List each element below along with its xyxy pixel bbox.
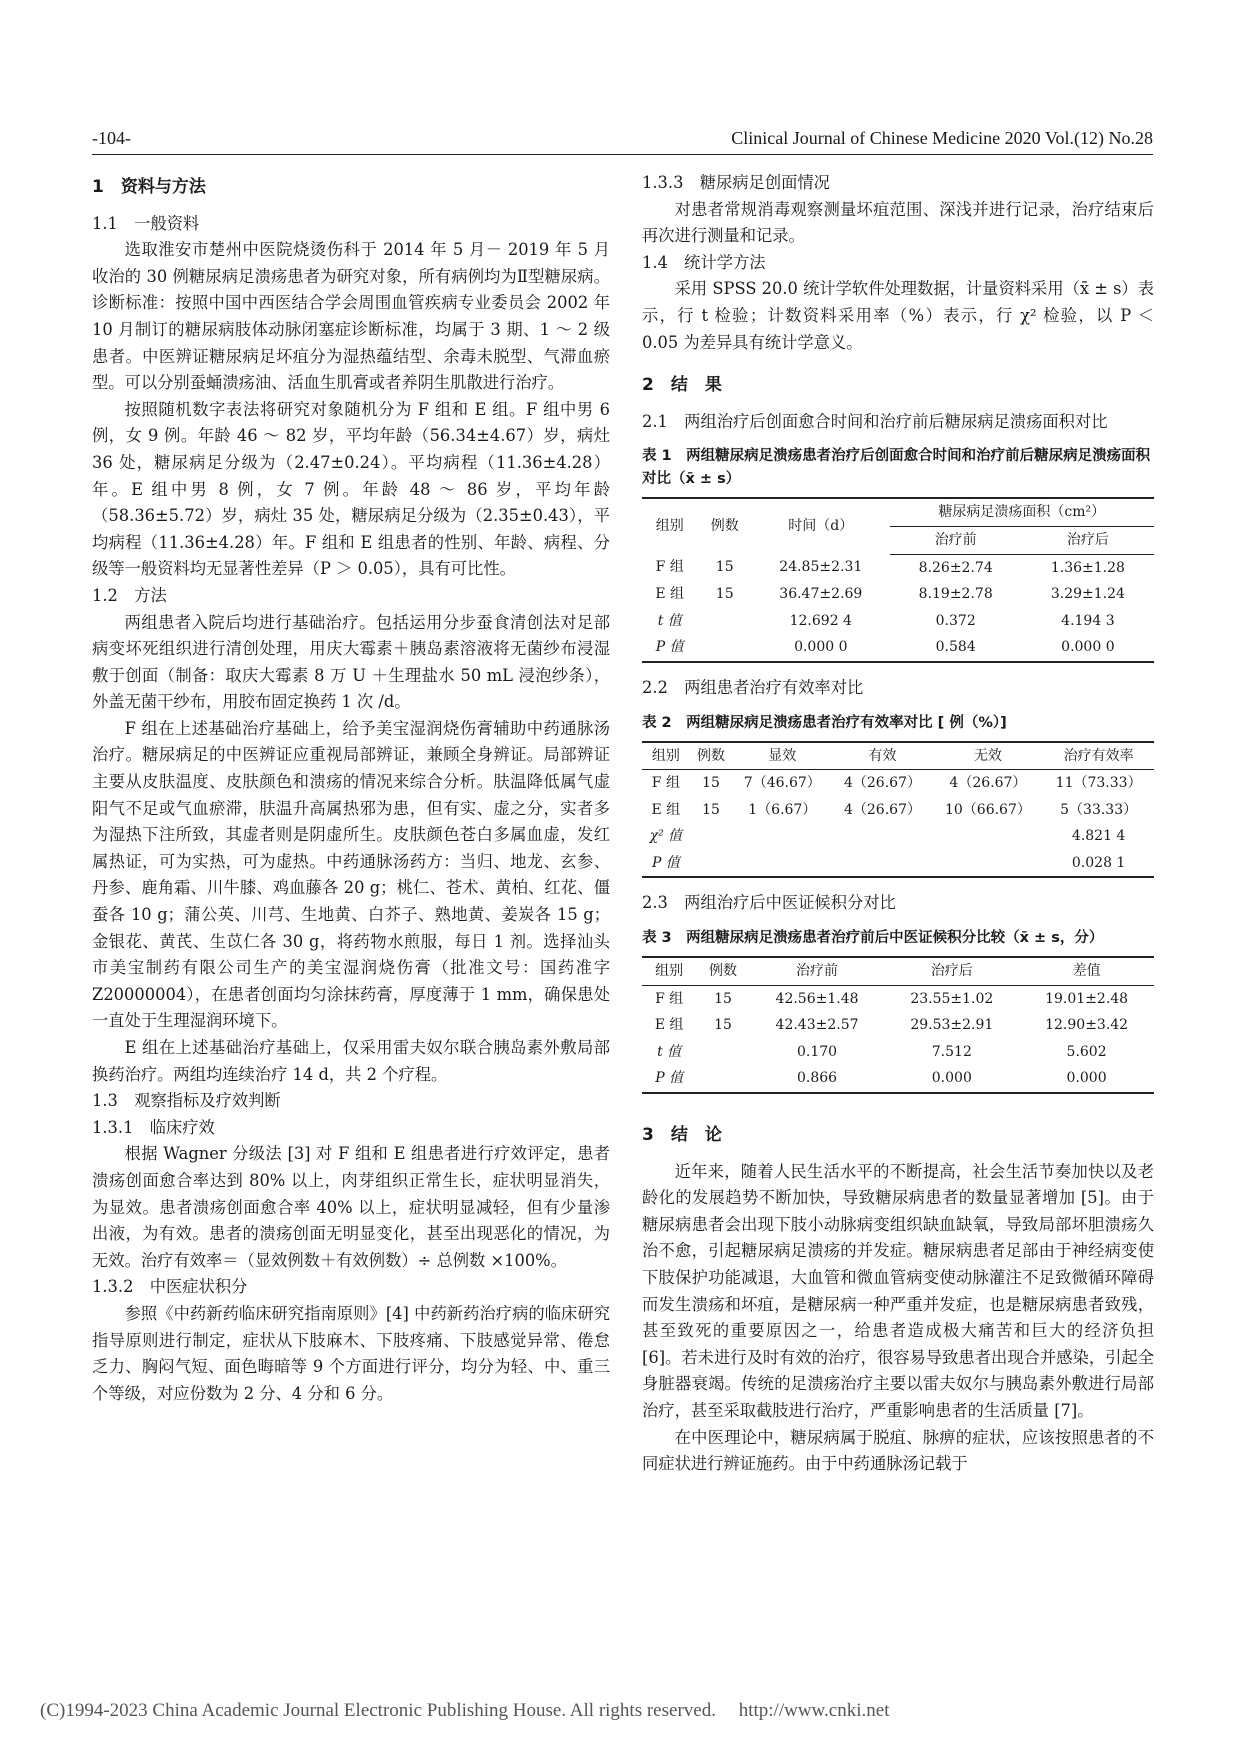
table-cell: P 值 (642, 1065, 696, 1093)
table-header: 例数 (697, 498, 751, 554)
table-1 (642, 497, 1154, 663)
table-cell: 29.53±2.91 (910, 1017, 994, 1034)
subsection-heading: 2.1 两组治疗后创面愈合时间和治疗前后糖尿病足溃疡面积对比 (642, 411, 1108, 431)
table-cell: 0.000 0 (1022, 634, 1154, 662)
table-3 (642, 956, 1154, 1094)
table-cell: F 组 (655, 990, 684, 1007)
paragraph: 在中医理论中，糖尿病属于脱疽、脉痹的症状，应该按照患者的不同症状进行辨证施药。由于中药通脉汤记载于 (642, 1427, 1154, 1474)
table-row (642, 581, 1154, 608)
table-2 (642, 741, 1154, 879)
table-header: 时间（d） (752, 498, 890, 554)
table-header: 组别 (642, 742, 690, 770)
table-cell (697, 608, 751, 635)
table-cell: 4.194 3 (1061, 612, 1115, 629)
table-cell: 4（26.67） (949, 775, 1027, 792)
table-header: 治疗有效率 (1043, 742, 1154, 770)
section-heading: 1 资料与方法 (92, 177, 206, 197)
table-cell: 8.26±2.74 (918, 559, 993, 576)
table-cell: 19.01±2.48 (1045, 990, 1129, 1007)
cnki-link[interactable]: http://www.cnki.net (738, 1700, 890, 1721)
table-header: 治疗前 (890, 526, 1022, 554)
journal-title: Clinical Journal of Chinese Medicine 2020 Vol.(12) No.28 (731, 128, 1153, 148)
table-row (642, 608, 1154, 635)
table-2-caption: 表 2 两组糖尿病足溃疡患者治疗有效率对比 [ 例（%）] (642, 714, 1007, 731)
table-3-caption: 表 3 两组糖尿病足溃疡患者治疗前后中医证候积分比较（x̄ ± s，分） (642, 930, 1104, 947)
table-header: 显效 (732, 742, 832, 770)
table-cell: 15 (715, 586, 734, 603)
subsection-heading: 1.3 观察指标及疗效判断 (92, 1091, 281, 1111)
table-row (642, 850, 1154, 878)
table-cell (732, 823, 832, 850)
table-header: 糖尿病足溃疡面积（cm²） (890, 498, 1154, 526)
table-header: 无效 (933, 742, 1044, 770)
table-cell: 12.90±3.42 (1045, 1017, 1129, 1034)
table-header: 差值 (1019, 957, 1154, 985)
subsection-heading: 1.3.2 中医症状积分 (92, 1277, 248, 1297)
table-cell: 0.000 (1019, 1065, 1154, 1093)
table-header: 治疗后 (1022, 526, 1154, 554)
table-cell: 42.56±1.48 (775, 990, 859, 1007)
table-cell (696, 1039, 749, 1066)
table-cell: 3.29±1.24 (1050, 586, 1125, 603)
table-cell: 36.47±2.69 (779, 586, 863, 603)
table-cell: E 组 (654, 1017, 684, 1034)
running-header (92, 128, 1153, 150)
table-cell (832, 823, 932, 850)
table-row (642, 1039, 1154, 1066)
table-cell: 0.028 1 (1043, 850, 1154, 878)
subsection-heading: 1.2 方法 (92, 585, 167, 605)
table-cell: 1（6.67） (748, 801, 817, 818)
table-cell: 4（26.67） (843, 801, 921, 818)
section-heading: 2 结 果 (642, 375, 722, 396)
paragraph: 按照随机数字表法将研究对象随机分为 F 组和 E 组。F 组中男 6 例，女 9 例。年龄 46 ～ 82 岁，平均年龄（56.34±4.67）岁，病灶 36 处，糖尿病足分级为（2.47±0.24）。平均病程（11.36±4.28）年。E 组中男 8 例，女 7 例。年龄 48 ～ 86 岁，平均年龄（58.36±5.72）岁，病灶 35 处，糖尿病足分级为（2.35±0.43），平均病程（11.36±4.28）年。F 组和 E 组患者的性别、年龄、病程、分级等一般资料均无显著性差异（P ＞ 0.05），具有可比性。 (92, 399, 610, 579)
table-cell: 0.170 (796, 1043, 838, 1060)
table-cell: E 组 (655, 586, 685, 603)
subsection-heading: 1.3.1 临床疗效 (92, 1117, 215, 1137)
copyright-text: (C)1994-2023 China Academic Journal Electronic Publishing House. All rights reserved. (40, 1700, 716, 1721)
table-cell: P 值 (642, 634, 697, 662)
table-row (642, 634, 1154, 662)
table-cell (933, 823, 1044, 850)
copyright-footer (40, 1700, 907, 1722)
table-cell: t 值 (657, 1043, 682, 1060)
table-row (642, 1012, 1154, 1039)
table-cell (832, 850, 932, 878)
table-cell: 7.512 (931, 1043, 972, 1060)
paragraph: 近年来，随着人民生活水平的不断提高，社会生活节奏加快以及老龄化的发展趋势不断加快，导致糖尿病患者的数量显著增加 [5]。由于糖尿病患者会出现下肢小动脉病变组织缺血缺氧，导致局部坏胆溃疡久治不愈，引起糖尿病足溃疡的并发症。糖尿病患者足部由于神经病变使下肢保护功能减退，大血管和微血管病变使动脉灌注不足致微循环障碍而发生溃疡和坏疽，是糖尿病一种严重并发症，也是糖尿病患者致残，甚至致死的重要原因之一，给患者造成极大痛苦和巨大的经济负担 [6]。若未进行及时有效的治疗，很容易导致患者出现合并感染，引起全身脏器衰竭。传统的足溃疡治疗主要以雷夫奴尔与胰岛素外敷进行局部治疗，甚至采取截肢进行治疗，严重影响患者的生活质量 [7]。 (642, 1161, 1154, 1420)
table-cell: 11（73.33） (1055, 775, 1142, 792)
paragraph: 两组患者入院后均进行基础治疗。包括运用分步蚕食清创法对足部病变坏死组织进行清创处理，用庆大霉素＋胰岛素溶液将无菌纱布浸湿敷于创面（制备：取庆大霉素 8 万 U ＋生理盐水 50 mL 浸泡纱条），外盖无菌干纱布，用胶布固定换药 1 次 /d。 (92, 612, 610, 712)
table-cell: P 值 (642, 850, 690, 878)
paragraph: 对患者常规消毒观察测量坏疽范围、深浅并进行记录，治疗结束后再次进行测量和记录。 (642, 199, 1154, 246)
table-cell: 4.821 4 (1071, 828, 1126, 845)
table-row (642, 823, 1154, 850)
header-rule (92, 154, 1153, 155)
table-cell: 10（66.67） (944, 801, 1031, 818)
table-cell: 24.85±2.31 (779, 559, 863, 576)
table-cell: t 值 (657, 612, 682, 629)
table-cell: 0.866 (750, 1065, 885, 1093)
table-cell: 0.000 (884, 1065, 1019, 1093)
paragraph: F 组在上述基础治疗基础上，给予美宝湿润烧伤膏辅助中药通脉汤治疗。糖尿病足的中医辨证应重视局部辨证，兼顾全身辨证。局部辨证主要从皮肤温度、皮肤颜色和溃疡的情况来综合分析。肤温降低属气虚阳气不足或气血瘀滞，肤温升高属热邪为患，但有实、虚之分，实者多为湿热下注所致，其虚者则是阴虚所生。皮肤颜色苍白多属血虚，发红属热证，可为实热，可为虚热。中药通脉汤药方：当归、地龙、玄参、丹参、鹿角霜、川牛膝、鸡血藤各 20 g；桃仁、苍术、黄柏、红花、僵蚕各 10 g；蒲公英、川芎、生地黄、白芥子、熟地黄、姜炭各 15 g；金银花、黄芪、生苡仁各 30 g，将药物水煎服，每日 1 剂。选择汕头市美宝制药有限公司生产的美宝湿润烧伤膏（批准文号：国药准字 Z20000004），在患者创面均匀涂抹药膏，厚度薄于 1 mm，确保患处一直处于生理湿润环境下。 (92, 718, 610, 1031)
table-cell: 15 (702, 801, 720, 818)
table-cell (933, 850, 1044, 878)
table-cell: 12.692 4 (789, 612, 852, 629)
table-header: 组别 (642, 498, 697, 554)
table-cell: 15 (714, 990, 732, 1007)
table-header: 治疗后 (884, 957, 1019, 985)
paragraph: 根据 Wagner 分级法 [3] 对 F 组和 E 组患者进行疗效评定，患者溃疡创面愈合率达到 80% 以上，肉芽组织正常生长，症状明显消失，为显效。患者溃疡创面愈合率 40% 以上，症状明显减轻，但有少量渗出液，为有效。患者的溃疡创面无明显变化，甚至出现恶化的情况，为无效。治疗有效率＝（显效例数＋有效例数）÷ 总例数 ×100%。 (92, 1144, 610, 1270)
left-column (92, 170, 610, 1407)
table-cell (690, 823, 732, 850)
subsection-heading: 1.1 一般资料 (92, 213, 200, 233)
paragraph: 采用 SPSS 20.0 统计学软件处理数据，计量资料采用（x̄ ± s）表示，行 t 检验；计数资料采用率（%）表示，行 χ² 检验，以 P ＜ 0.05 为差异具有统计学意义。 (642, 279, 1154, 352)
subsection-heading: 2.3 两组治疗后中医证候积分对比 (642, 893, 896, 913)
table-row (642, 797, 1154, 824)
table-cell: 5.602 (1066, 1043, 1107, 1060)
paragraph: 参照《中药新药临床研究指南原则》[4] 中药新药治疗病的临床研究指导原则进行制定，症状从下肢麻木、下肢疼痛、下肢感觉异常、倦怠乏力、胸闷气短、面色晦暗等 9 个方面进行评分，均分为轻、中、重三个等级，对应份数为 2 分、4 分和 6 分。 (92, 1303, 610, 1403)
table-row (642, 985, 1154, 1012)
paragraph: E 组在上述基础治疗基础上，仅采用雷夫奴尔联合胰岛素外敷局部换药治疗。两组均连续治疗 14 d，共 2 个疗程。 (92, 1038, 610, 1084)
table-header: 组别 (642, 957, 696, 985)
table-cell: 42.43±2.57 (775, 1017, 859, 1034)
table-1-caption: 表 1 两组糖尿病足溃疡患者治疗后创面愈合时间和治疗前后糖尿病足溃疡面积对比（x̄ ± s） (642, 448, 1151, 488)
section-heading: 3 结 论 (642, 1125, 722, 1146)
table-cell: χ² 值 (649, 828, 683, 845)
subsection-heading: 1.3.3 糖尿病足创面情况 (642, 173, 830, 192)
table-cell: 15 (702, 775, 720, 792)
subsection-heading: 2.2 两组患者治疗有效率对比 (642, 677, 864, 697)
table-header: 例数 (696, 957, 749, 985)
table-header: 例数 (690, 742, 732, 770)
table-cell (690, 850, 732, 878)
table-cell: E 组 (651, 801, 681, 818)
table-cell: 5（33.33） (1060, 801, 1138, 818)
table-cell: F 组 (655, 559, 684, 576)
table-row (642, 554, 1154, 581)
table-cell (696, 1065, 749, 1093)
page-number: -104- (92, 128, 131, 148)
table-cell: 15 (715, 559, 734, 576)
subsection-heading: 1.4 统计学方法 (642, 252, 766, 272)
table-row (642, 1065, 1154, 1093)
table-cell: 0.372 (935, 612, 976, 629)
table-cell: 8.19±2.78 (918, 586, 993, 603)
table-header: 有效 (832, 742, 932, 770)
table-cell: F 组 (651, 775, 680, 792)
table-cell: 0.000 0 (752, 634, 890, 662)
table-cell: 1.36±1.28 (1050, 559, 1125, 576)
table-cell: 23.55±1.02 (910, 990, 994, 1007)
right-column (642, 170, 1154, 1478)
table-cell (697, 634, 751, 662)
table-cell: 7（46.67） (743, 775, 821, 792)
table-header: 治疗前 (750, 957, 885, 985)
table-cell (732, 850, 832, 878)
paragraph: 选取淮安市楚州中医院烧烫伤科于 2014 年 5 月－ 2019 年 5 月收治的 30 例糖尿病足溃疡患者为研究对象，所有病例均为Ⅱ型糖尿病。诊断标准：按照中国中西医结合学会周围血管疾病专业委员会 2002 年 10 月制订的糖尿病肢体动脉闭塞症诊断标准，均属于 3 期、1 ～ 2 级患者。中医辨证糖尿病足坏疽分为湿热蕴结型、余毒未脱型、气滞血瘀型。可以分别蚕蛹溃疡油、活血生肌膏或者养阴生肌散进行治疗。 (92, 240, 610, 393)
table-row (642, 770, 1154, 797)
table-cell: 0.584 (890, 634, 1022, 662)
table-cell: 15 (714, 1017, 732, 1034)
table-cell: 4（26.67） (843, 775, 921, 792)
